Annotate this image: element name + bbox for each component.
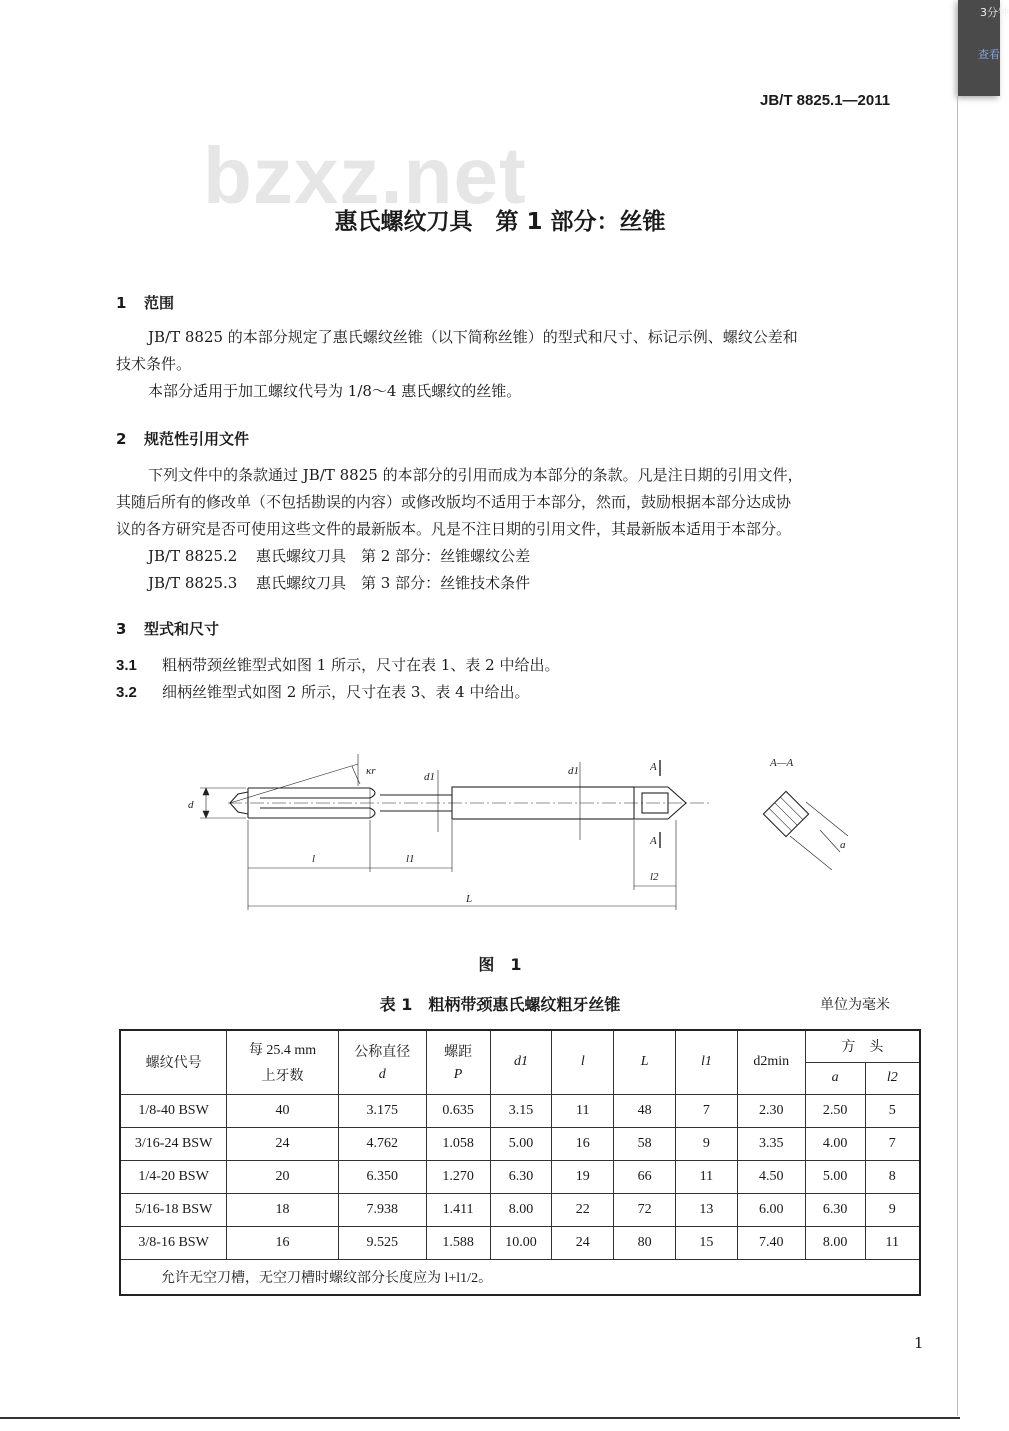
paragraph-line: 其随后所有的修改单（不包括勘误的内容）或修改版均不适用于本部分，然而，鼓励根据本部分达成协 [116, 493, 792, 511]
page-number: 1 [914, 1334, 924, 1352]
table-cell: 4.50 [737, 1160, 805, 1193]
table-cell: 2.30 [737, 1094, 805, 1127]
bottom-rule [0, 1417, 960, 1419]
table-note-row [120, 1259, 920, 1295]
section-2-body [116, 462, 936, 597]
table-cell: 1.058 [426, 1127, 490, 1160]
label-L: L [466, 893, 473, 905]
table-cell: 7.40 [737, 1226, 805, 1259]
table-cell: 22 [552, 1193, 614, 1226]
watermark: bzxz.net [203, 131, 527, 220]
section-2-heading: 2 规范性引用文件 [116, 430, 250, 448]
header-l1: l1 [676, 1030, 738, 1094]
label-a: a [840, 839, 846, 851]
table-cell: 5/16-18 BSW [120, 1193, 227, 1226]
table-cell: 3.15 [490, 1094, 552, 1127]
table-1 [119, 1029, 921, 1296]
table-cell: 24 [552, 1226, 614, 1259]
table-row [120, 1094, 920, 1127]
section-aa [763, 791, 808, 836]
paragraph-line: 下列文件中的条款通过 JB/T 8825 的本部分的引用而成为本部分的条款。凡是注日期的引用文件， [148, 466, 803, 484]
table-cell: 6.350 [338, 1160, 426, 1193]
popup-time-label: 3分钟 [980, 6, 1009, 19]
standard-number: JB/T 8825.1—2011 [760, 92, 891, 109]
table-cell: 11 [865, 1226, 920, 1259]
popup-view-link[interactable]: 查看 [978, 48, 1000, 61]
table-cell: 8 [865, 1160, 920, 1193]
table-cell: 9.525 [338, 1226, 426, 1259]
table-cell: 1/4-20 BSW [120, 1160, 227, 1193]
table-cell: 8.00 [490, 1193, 552, 1226]
table-cell: 3.175 [338, 1094, 426, 1127]
table-cell: 3.35 [737, 1127, 805, 1160]
table-cell: 1/8-40 BSW [120, 1094, 227, 1127]
table-cell: 66 [614, 1160, 676, 1193]
header-d2min: d2min [737, 1030, 805, 1094]
table-cell: 15 [676, 1226, 738, 1259]
section-1-heading: 1 范围 [116, 294, 175, 312]
table-cell: 10.00 [490, 1226, 552, 1259]
header-l2: l2 [865, 1062, 920, 1094]
label-d: d [188, 799, 194, 811]
reference-item: JB/T 8825.2 惠氏螺纹刀具 第 2 部分：丝锥螺纹公差 [148, 547, 531, 565]
table-cell: 2.50 [805, 1094, 865, 1127]
table-cell: 19 [552, 1160, 614, 1193]
label-section: A—A [770, 757, 794, 769]
header-l: l [552, 1030, 614, 1094]
section-3-body [116, 652, 936, 706]
table-cell: 13 [676, 1193, 738, 1226]
table-cell: 8.00 [805, 1226, 865, 1259]
table-cell: 7 [676, 1094, 738, 1127]
table-cell: 20 [227, 1160, 339, 1193]
table-cell: 4.00 [805, 1127, 865, 1160]
paragraph: 本部分适用于加工螺纹代号为 1/8～4 惠氏螺纹的丝锥。 [148, 382, 522, 400]
figure-caption: 图 1 [478, 955, 522, 974]
table-cell: 5 [865, 1094, 920, 1127]
paragraph-line: 技术条件。 [116, 355, 192, 373]
header-dia: 公称直径 d [338, 1030, 426, 1094]
table-caption: 表 1 粗柄带颈惠氏螺纹粗牙丝锥 [379, 995, 621, 1014]
table-cell: 7 [865, 1127, 920, 1160]
label-d1-right: d1 [568, 765, 579, 777]
table-cell: 11 [676, 1160, 738, 1193]
side-popup[interactable] [958, 0, 1009, 96]
header-code: 螺纹代号 [120, 1030, 227, 1094]
header-pitch: 螺距 P [426, 1030, 490, 1094]
dim-kr [230, 754, 360, 803]
table-cell: 0.635 [426, 1094, 490, 1127]
section-1-body [116, 324, 926, 405]
header-d1: d1 [490, 1030, 552, 1094]
label-kr: κr [366, 765, 376, 777]
table-cell: 5.00 [805, 1160, 865, 1193]
table-cell: 1.270 [426, 1160, 490, 1193]
table-cell: 16 [552, 1127, 614, 1160]
table-cell: 4.762 [338, 1127, 426, 1160]
table-cell: 72 [614, 1193, 676, 1226]
table-cell: 16 [227, 1226, 339, 1259]
figure-1-drawing [180, 740, 860, 920]
table-unit: 单位为毫米 [820, 997, 890, 1013]
label-A-bottom: A [650, 835, 657, 847]
table-cell: 9 [865, 1193, 920, 1226]
table-cell: 58 [614, 1127, 676, 1160]
table-row [120, 1160, 920, 1193]
header-a: a [805, 1062, 865, 1094]
table-cell: 3/16-24 BSW [120, 1127, 227, 1160]
table-cell: 11 [552, 1094, 614, 1127]
table-cell: 24 [227, 1127, 339, 1160]
page-right-edge [957, 96, 958, 1416]
subclause-3-1: 3.1 粗柄带颈丝锥型式如图 1 所示，尺寸在表 1、表 2 中给出。 [116, 656, 560, 674]
subclause-3-2: 3.2 细柄丝锥型式如图 2 所示，尺寸在表 3、表 4 中给出。 [116, 683, 530, 701]
table-cell: 5.00 [490, 1127, 552, 1160]
table-cell: 6.00 [737, 1193, 805, 1226]
header-square: 方 头 [805, 1030, 920, 1062]
label-d1-left: d1 [424, 771, 435, 783]
label-l1: l1 [406, 853, 415, 865]
header-tpi: 每 25.4 mm 上牙数 [227, 1030, 339, 1094]
table-row [120, 1226, 920, 1259]
table-row [120, 1193, 920, 1226]
table-cell: 9 [676, 1127, 738, 1160]
table-cell: 1.411 [426, 1193, 490, 1226]
page-title: 惠氏螺纹刀具 第 1 部分：丝锥 [334, 209, 666, 235]
table-cell: 18 [227, 1193, 339, 1226]
section-3-heading: 3 型式和尺寸 [116, 620, 220, 638]
label-l: l [312, 853, 316, 865]
dim-lengths [248, 820, 676, 910]
paragraph-line: 议的各方研究是否可使用这些文件的最新版本。凡是不注日期的引用文件，其最新版本适用于本部分。 [116, 520, 792, 538]
table-cell: 6.30 [490, 1160, 552, 1193]
table-cell: 1.588 [426, 1226, 490, 1259]
table-cell: 80 [614, 1226, 676, 1259]
table-cell: 48 [614, 1094, 676, 1127]
table-row [120, 1127, 920, 1160]
label-A-top: A [650, 761, 657, 773]
dim-a [790, 802, 848, 870]
table-cell: 40 [227, 1094, 339, 1127]
table-header-row [120, 1030, 920, 1062]
header-L: L [614, 1030, 676, 1094]
table-note: 允许无空刀槽，无空刀槽时螺纹部分长度应为 l+l1/2。 [120, 1259, 920, 1295]
label-l2: l2 [650, 871, 659, 883]
paragraph-line: JB/T 8825 的本部分规定了惠氏螺纹丝锥（以下简称丝锥）的型式和尺寸、标记示例、螺纹公差和 [148, 328, 798, 346]
table-cell: 3/8-16 BSW [120, 1226, 227, 1259]
table-cell: 7.938 [338, 1193, 426, 1226]
reference-item: JB/T 8825.3 惠氏螺纹刀具 第 3 部分：丝锥技术条件 [148, 574, 531, 592]
table-cell: 6.30 [805, 1193, 865, 1226]
